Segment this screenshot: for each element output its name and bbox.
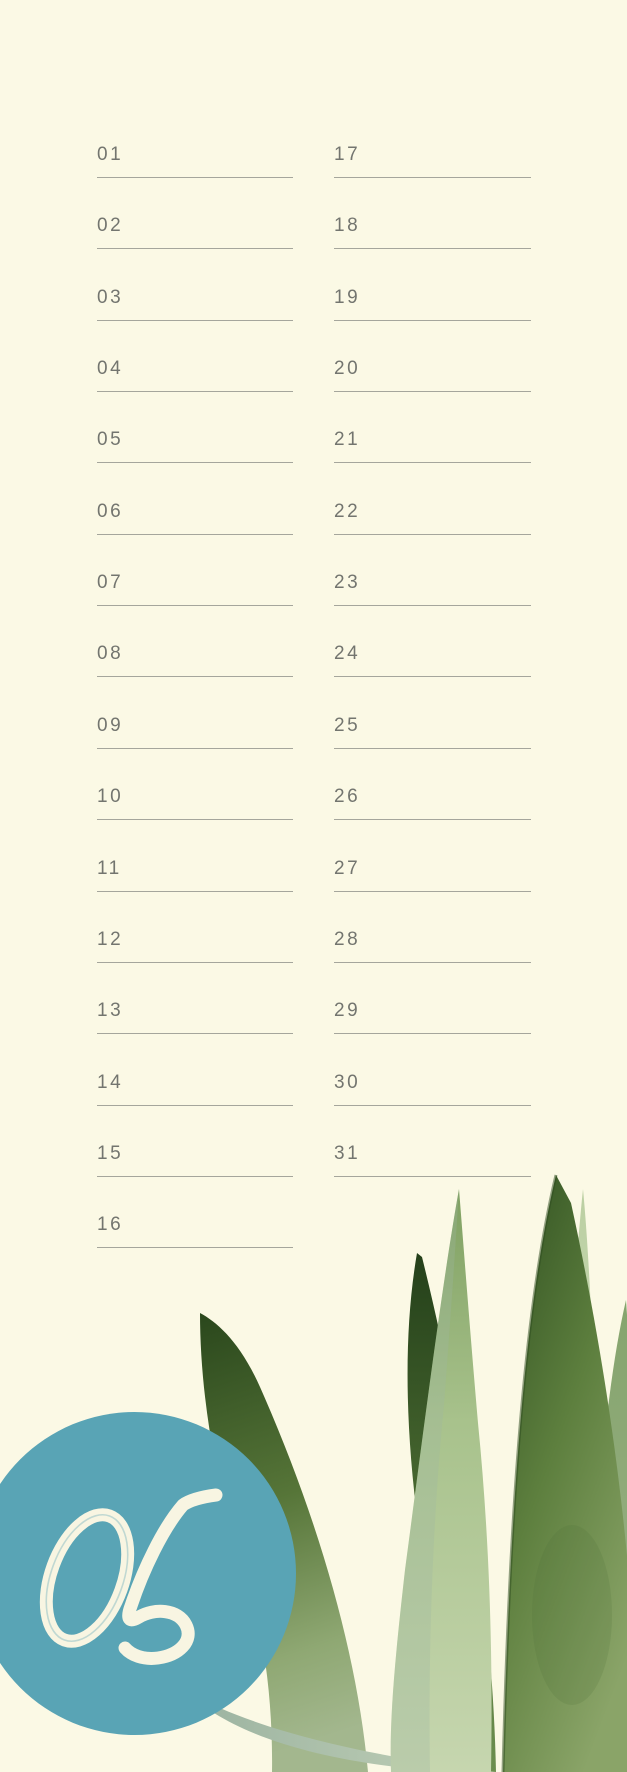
day-writing-line [97, 1033, 293, 1034]
day-row [334, 716, 531, 756]
day-row [97, 1073, 293, 1113]
day-row [334, 216, 531, 256]
day-row [334, 644, 531, 684]
day-row [97, 145, 293, 185]
day-writing-line [97, 676, 293, 677]
day-row [97, 644, 293, 684]
day-writing-line [334, 676, 531, 677]
day-number: 26 [334, 786, 361, 808]
day-number: 11 [97, 857, 122, 879]
day-number: 16 [97, 1214, 124, 1236]
day-writing-line [97, 819, 293, 820]
day-number: 25 [334, 714, 361, 736]
day-number: 15 [97, 1142, 124, 1164]
day-writing-line [334, 248, 531, 249]
day-row [334, 430, 531, 470]
day-number: 14 [97, 1071, 124, 1093]
day-number: 23 [334, 572, 361, 594]
day-number: 03 [97, 286, 124, 308]
day-row [97, 359, 293, 399]
day-row [97, 1001, 293, 1041]
day-row [97, 288, 293, 328]
day-writing-line [97, 605, 293, 606]
day-row [334, 573, 531, 613]
day-writing-line [97, 534, 293, 535]
day-writing-line [97, 462, 293, 463]
day-writing-line [334, 1105, 531, 1106]
day-writing-line [334, 891, 531, 892]
day-writing-line [97, 891, 293, 892]
day-writing-line [334, 177, 531, 178]
day-writing-line [334, 534, 531, 535]
day-row [334, 859, 531, 899]
day-writing-line [334, 462, 531, 463]
day-row [334, 288, 531, 328]
day-row [97, 430, 293, 470]
day-writing-line [97, 1105, 293, 1106]
day-writing-line [97, 320, 293, 321]
day-row [334, 502, 531, 542]
day-number: 20 [334, 358, 361, 380]
day-row [97, 573, 293, 613]
day-writing-line [334, 819, 531, 820]
day-row [97, 1215, 293, 1255]
day-row [97, 930, 293, 970]
day-row [334, 930, 531, 970]
day-row [334, 787, 531, 827]
day-number: 05 [97, 429, 124, 451]
script-five [125, 1495, 216, 1658]
day-row [97, 716, 293, 756]
day-number: 22 [334, 500, 361, 522]
day-writing-line [334, 391, 531, 392]
day-row [97, 1144, 293, 1184]
day-row [334, 359, 531, 399]
day-writing-line [334, 1176, 531, 1177]
day-row [97, 859, 293, 899]
month-badge-circle [0, 1412, 296, 1735]
day-writing-line [97, 1176, 293, 1177]
day-row [334, 1073, 531, 1113]
day-number: 19 [334, 286, 361, 308]
day-number: 01 [97, 144, 124, 165]
day-number: 02 [97, 215, 124, 237]
day-row [334, 145, 531, 185]
day-number: 30 [334, 1071, 361, 1093]
day-number: 13 [97, 1000, 124, 1022]
month-number-script [0, 1412, 296, 1735]
day-writing-line [334, 962, 531, 963]
day-writing-line [334, 605, 531, 606]
day-number: 29 [334, 1000, 361, 1022]
day-number: 09 [97, 714, 124, 736]
day-number: 24 [334, 643, 361, 665]
script-zero [31, 1504, 144, 1653]
day-number: 18 [334, 215, 361, 237]
day-number: 10 [97, 786, 124, 808]
day-number: 04 [97, 358, 124, 380]
day-writing-line [334, 320, 531, 321]
day-number: 08 [97, 643, 124, 665]
day-number: 06 [97, 500, 124, 522]
day-number: 31 [334, 1142, 361, 1164]
day-writing-line [97, 177, 293, 178]
day-number: 12 [97, 928, 124, 950]
day-row [334, 1144, 531, 1184]
day-row [334, 1001, 531, 1041]
day-writing-line [97, 248, 293, 249]
day-number: 17 [334, 144, 361, 165]
day-number: 28 [334, 928, 361, 950]
day-writing-line [97, 962, 293, 963]
day-row [97, 502, 293, 542]
day-row [97, 216, 293, 256]
day-writing-line [97, 1247, 293, 1248]
day-number: 27 [334, 857, 361, 879]
day-writing-line [97, 391, 293, 392]
day-number: 07 [97, 572, 124, 594]
day-writing-line [334, 748, 531, 749]
day-number: 21 [334, 429, 361, 451]
day-row [97, 787, 293, 827]
day-writing-line [334, 1033, 531, 1034]
day-writing-line [97, 748, 293, 749]
